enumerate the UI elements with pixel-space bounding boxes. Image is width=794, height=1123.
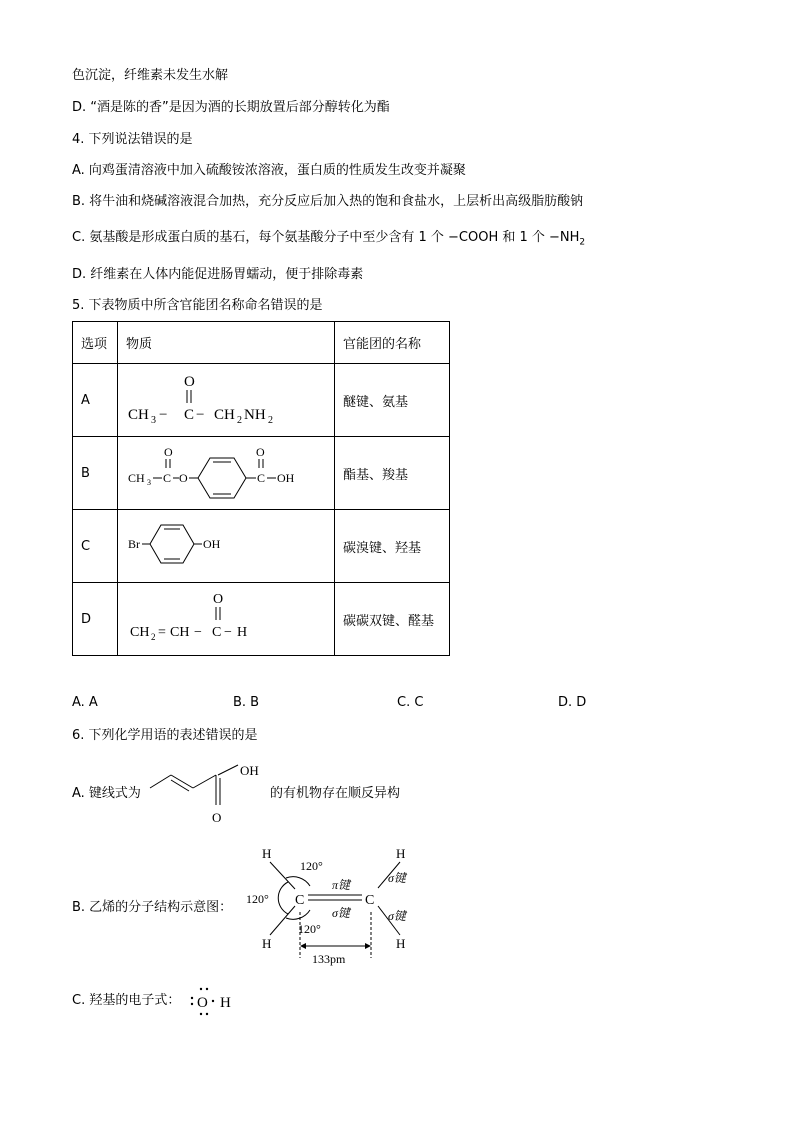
answer-a: A. A — [72, 695, 98, 710]
svg-text:−: − — [224, 625, 232, 640]
sigma-bond-label: σ键 — [388, 909, 406, 923]
svg-text:CH: CH — [128, 471, 145, 485]
table-row — [73, 583, 450, 656]
svg-text:CH: CH — [128, 407, 149, 423]
atom-h: H — [396, 936, 406, 951]
q6-option-b: B. 乙烯的分子结构示意图： — [72, 900, 233, 915]
svg-text:O: O — [256, 445, 265, 459]
svg-text:O: O — [164, 445, 173, 459]
svg-text:NH: NH — [244, 407, 266, 423]
svg-text:C: C — [257, 471, 266, 485]
svg-text:O: O — [184, 374, 195, 390]
question-4: 4. 下列说法错误的是 — [72, 132, 193, 147]
svg-text:2: 2 — [151, 632, 156, 642]
text-line: 色沉淀，纤维素未发生水解 — [72, 68, 229, 83]
svg-text:2: 2 — [268, 415, 273, 426]
atom-h: H — [396, 846, 406, 861]
table-row — [73, 437, 450, 510]
svg-text:2: 2 — [237, 415, 242, 426]
table-header-row — [73, 322, 450, 364]
svg-text:−: − — [194, 625, 202, 640]
svg-text:CH: CH — [214, 407, 235, 423]
sigma-bond-label: σ键 — [332, 906, 350, 920]
q6-option-c — [72, 992, 180, 1010]
structure-a — [118, 364, 335, 437]
ethylene-structure-diagram — [240, 842, 430, 967]
table-row — [73, 364, 450, 437]
q6c-text: C. 羟基的电子式： — [72, 993, 181, 1008]
bond-length-label: 133pm — [312, 952, 346, 966]
table-row — [73, 510, 450, 583]
row-option: B — [73, 437, 118, 510]
header-group-names: 官能团的名称 — [335, 322, 450, 364]
skeletal-formula — [148, 760, 273, 830]
atom-c: C — [295, 893, 305, 908]
svg-text:O: O — [197, 995, 208, 1011]
q4-option-b: B. 将牛油和烧碱溶液混合加热，充分反应后加入热的饱和食盐水，上层析出高级脂肪酸钠 — [72, 194, 584, 209]
svg-text:−: − — [196, 407, 205, 423]
atom-h: H — [262, 846, 272, 861]
row-group-names: 碳溴键、羟基 — [335, 510, 450, 583]
q4-option-a: A. 向鸡蛋清溶液中加入硫酸铵浓溶液，蛋白质的性质发生改变并凝聚 — [72, 163, 466, 178]
row-option: D — [73, 583, 118, 656]
header-substance: 物质 — [118, 322, 335, 364]
options-table — [72, 321, 450, 656]
row-option: A — [73, 364, 118, 437]
svg-text:H: H — [220, 995, 231, 1011]
svg-text:O: O — [213, 592, 224, 607]
answer-b: B. B — [233, 695, 260, 710]
row-group-names: 酯基、羧基 — [335, 437, 450, 510]
svg-text:3: 3 — [151, 415, 156, 426]
svg-text:O: O — [179, 471, 188, 485]
header-option: 选项 — [73, 322, 118, 364]
svg-text:O: O — [212, 810, 222, 825]
hydroxyl-electron-formula — [188, 985, 240, 1017]
angle-label: 120° — [300, 859, 323, 873]
structure-d-svg — [126, 584, 286, 650]
svg-text:=: = — [158, 625, 166, 640]
q4c-subscript: 2 — [579, 237, 586, 248]
svg-text:OH: OH — [277, 471, 295, 485]
answer-d: D. D — [558, 695, 587, 710]
svg-text:OH: OH — [203, 537, 221, 551]
structure-d — [118, 583, 335, 656]
svg-text:−: − — [159, 407, 168, 423]
structure-c-svg — [126, 511, 266, 577]
q6-option-a-pre: A. 键线式为 — [72, 786, 141, 801]
svg-text:3: 3 — [147, 478, 151, 487]
pi-bond-label: π键 — [332, 878, 351, 892]
q6-option-a-post: 的有机物存在顺反异构 — [270, 786, 401, 801]
q4c-text: C. 氨基酸是形成蛋白质的基石，每个氨基酸分子中至少含有 1 个 −COOH 和 1 个 −NH — [72, 230, 580, 245]
atom-h: H — [262, 936, 272, 951]
svg-text:Br: Br — [128, 537, 140, 551]
question-5: 5. 下表物质中所含官能团名称命名错误的是 — [72, 298, 323, 313]
row-option: C — [73, 510, 118, 583]
svg-text:CH: CH — [130, 625, 150, 640]
svg-text:OH: OH — [240, 763, 259, 778]
angle-label: 120° — [246, 892, 269, 906]
svg-text:C: C — [163, 471, 172, 485]
sigma-bond-label: σ键 — [388, 871, 406, 885]
structure-a-svg — [126, 365, 306, 431]
row-group-names: 碳碳双键、醛基 — [335, 583, 450, 656]
q4-option-c — [72, 229, 585, 252]
svg-text:C: C — [184, 407, 195, 423]
row-group-names: 醚键、氨基 — [335, 364, 450, 437]
atom-c: C — [365, 893, 375, 908]
angle-label: 120° — [298, 922, 321, 936]
structure-c — [118, 510, 335, 583]
question-6: 6. 下列化学用语的表述错误的是 — [72, 728, 258, 743]
svg-text:H: H — [237, 625, 248, 640]
svg-text:CH: CH — [170, 625, 190, 640]
option-d-line: D. “酒是陈的香”是因为酒的长期放置后部分醇转化为酯 — [72, 100, 390, 115]
structure-b — [118, 437, 335, 510]
answer-c: C. C — [397, 695, 424, 710]
structure-b-svg — [126, 438, 326, 504]
svg-text:C: C — [212, 625, 222, 640]
q4-option-d: D. 纤维素在人体内能促进肠胃蠕动，便于排除毒素 — [72, 267, 364, 282]
